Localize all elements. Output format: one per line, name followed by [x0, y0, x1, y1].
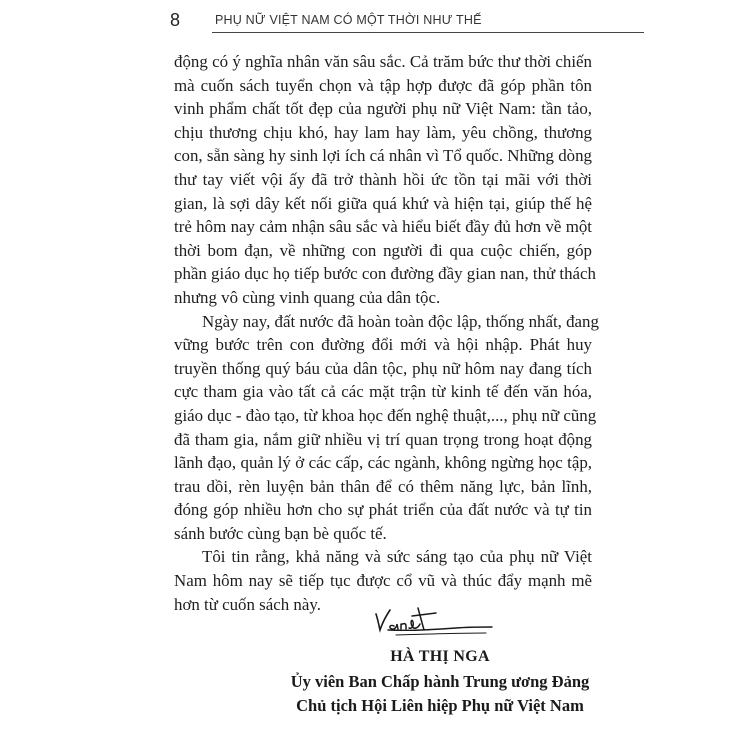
text-line: mà cuốn sách tuyển chọn và tập hợp được đã góp phần tôn: [174, 75, 592, 95]
handwritten-signature: [368, 600, 498, 640]
header-rule: [212, 32, 644, 33]
text-line: gian, là sợi dây kết nối giữa quá khứ và hiện tại, giúp thế hệ: [174, 193, 592, 213]
text-line: Ngày nay, đất nước đã hoàn toàn độc lập, thống nhất, đang: [202, 311, 599, 331]
text-line: Nam hôm nay sẽ tiếp tục được cổ vũ và thúc đẩy mạnh mẽ: [174, 571, 592, 591]
text-line: truyền thống quý báu của dân tộc, phụ nữ hôm nay đang tích: [174, 358, 592, 378]
text-line: sánh bước cùng bạn bè quốc tế.: [174, 523, 387, 543]
text-line: động có ý nghĩa nhân văn sâu sắc. Cả trăm bức thư thời chiến: [174, 52, 592, 71]
text-line: Tôi tin rằng, khả năng và sức sáng tạo của phụ nữ Việt: [202, 547, 592, 567]
text-line: đã tham gia, nắm giữ nhiều vị trí quan trọng trong hoạt động: [174, 429, 592, 449]
text-line: phần giáo dục họ tiếp bước con đường đầy gian nan, thử thách: [174, 264, 596, 284]
text-line: thời bom đạn, về những con người đi qua cuộc chiến, góp: [174, 240, 592, 260]
text-line: thư tay viết vội ấy đã trở thành hồi ức tồn tại mãi với thời: [174, 169, 592, 189]
text-line: giáo dục - đào tạo, từ khoa học đến nghệ thuật,..., phụ nữ cũng: [174, 405, 597, 425]
paragraph-2: [174, 310, 599, 546]
signatory-title-1: Ủy viên Ban Chấp hành Trung ương Đảng: [290, 672, 590, 691]
signature-block: [270, 600, 610, 730]
text-line: con, sẵn sàng hy sinh lợi ích cá nhân vì Tổ quốc. Những dòng: [174, 146, 592, 166]
text-line: lãnh đạo, quản lý ở các cấp, các ngành, không ngừng học tập,: [174, 453, 592, 473]
page-header: [170, 8, 610, 34]
page-number: 8: [170, 10, 181, 30]
text-line: vinh phẩm chất tốt đẹp của người phụ nữ Việt Nam: tần tảo,: [174, 99, 592, 119]
text-line: vững bước trên con đường đổi mới và hội nhập. Phát huy: [174, 335, 592, 355]
paragraph-1: [174, 50, 596, 310]
text-line: đóng góp nhiều hơn cho sự phát triển của đất nước và tự tin: [174, 500, 592, 520]
text-line: trẻ hôm nay cảm nhận sâu sắc và hiểu biết đầy đủ hơn về một: [174, 217, 592, 237]
text-line: trau dồi, rèn luyện bản thân để có thêm năng lực, bản lĩnh,: [174, 476, 592, 496]
text-line: cực tham gia vào tất cả các mặt trận từ kinh tế đến văn hóa,: [174, 382, 592, 402]
signatory-title-2: Chủ tịch Hội Liên hiệp Phụ nữ Việt Nam: [296, 696, 584, 715]
text-line: nhưng vô cùng vinh quang của dân tộc.: [174, 287, 441, 307]
signatory-name: HÀ THỊ NGA: [390, 648, 490, 665]
running-title: PHỤ NỮ VIỆT NAM CÓ MỘT THỜI NHƯ THẾ: [215, 13, 482, 27]
body-text: [174, 50, 599, 616]
text-line: chịu thương chịu khó, hay lam hay làm, yêu chồng, thương: [174, 122, 592, 142]
text-line: hơn từ cuốn sách này.: [174, 594, 321, 614]
